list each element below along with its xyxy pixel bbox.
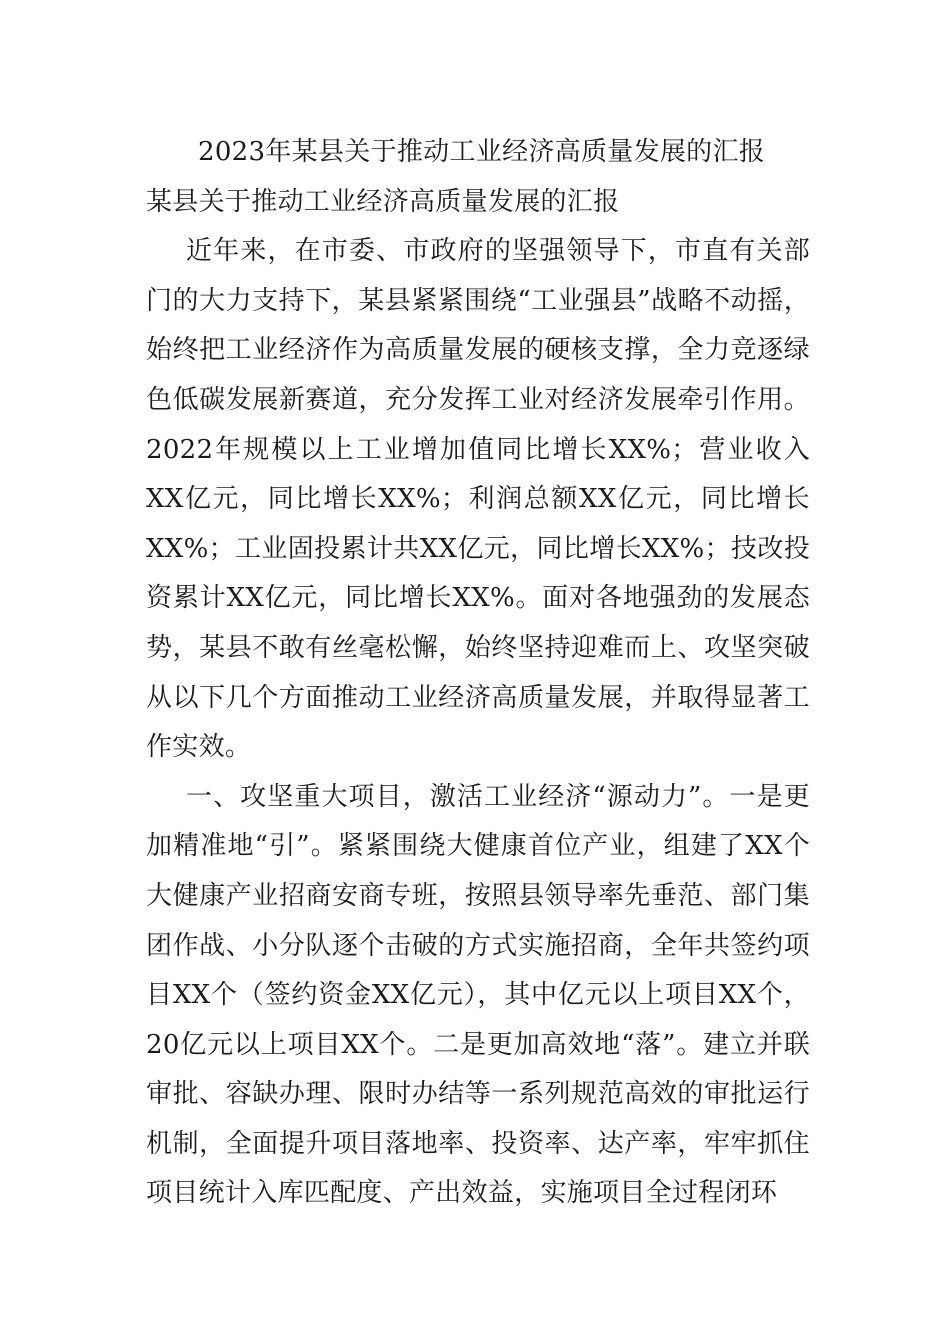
document-subtitle: 某县关于推动工业经济高质量发展的汇报 xyxy=(146,186,620,217)
paragraph-intro: 近年来，在市委、市政府的坚强领导下，市直有关部门的大力支持下，某县紧紧围绕“工业强县”战略不动摇，始终把工业经济作为高质量发展的硬核支撑，全力竞逐绿色低碳发展新赛道，充分发挥工业对经济发展牵引作用。2022年规模以上工业增加值同比增长XX%；营业收入XX亿元，同比增长XX%；利润总额XX亿元，同比增长XX%；工业固投累计共XX亿元，同比增长XX%；技改投资累计XX亿元，同比增长XX%。面对各地强劲的发展态势，某县不敢有丝毫松懈，始终坚持迎难而上、攻坚突破从以下几个方面推动工业经济高质量发展，并取得显著工作实效。 xyxy=(146,236,810,763)
paragraph-section-one: 一、攻坚重大项目，激活工业经济“源动力”。一是更加精准地“引”。紧紧围绕大健康首位产业，组建了XX个大健康产业招商安商专班，按照县领导率先垂范、部门集团作战、小分队逐个击破的方式实施招商，全年共签约项目XX个（签约资金XX亿元），其中亿元以上项目XX个，20亿元以上项目XX个。二是更加高效地“落”。建立并联审批、容缺办理、限时办结等一系列规范高效的审批运行机制，全面提升项目落地率、投资率、达产率，牢牢抓住项目统计入库匹配度、产出效益，实施项目全过程闭环 xyxy=(146,781,810,1209)
document-title: 2023年某县关于推动工业经济高质量发展的汇报 xyxy=(198,137,766,167)
document-body xyxy=(146,128,810,1219)
